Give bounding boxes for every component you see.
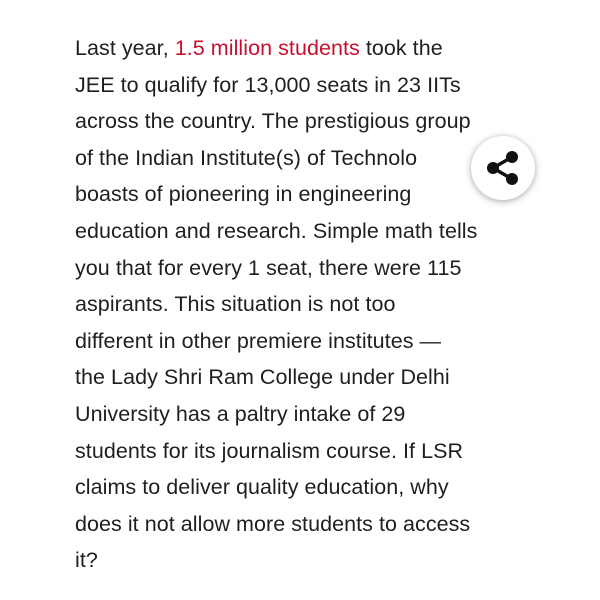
article-paragraph <box>75 30 545 579</box>
article-line-5: boasts of pioneering in engineering <box>75 182 412 207</box>
article-line-13: claims to deliver quality education, why <box>75 475 449 500</box>
article-line-8: aspirants. This situation is not too <box>75 292 396 317</box>
article-line-7: you that for every 1 seat, there were 115 <box>75 255 462 280</box>
article-line-15: it? <box>75 548 98 573</box>
article-line-11: University has a paltry intake of 29 <box>75 401 406 426</box>
share-icon <box>483 148 523 188</box>
article-line-6: education and research. Simple math tells <box>75 218 478 243</box>
article-line-12: students for its journalism course. If LSR <box>75 438 464 463</box>
article-line-3: across the country. The prestigious group <box>75 109 471 134</box>
article-line-2: JEE to qualify for 13,000 seats in 23 IITs <box>75 72 461 97</box>
article-line-1: Last year, 1.5 million students took the <box>75 36 443 60</box>
share-button[interactable] <box>471 136 535 200</box>
article-line-10: the Lady Shri Ram College under Delhi <box>75 365 450 390</box>
article-line-14: does it not allow more students to access <box>75 511 471 536</box>
students-count-link[interactable]: 1.5 million students <box>174 36 360 60</box>
article-line-4: of the Indian Institute(s) of Technolo <box>75 145 418 170</box>
article-line-9: different in other premiere institutes — <box>75 328 442 353</box>
